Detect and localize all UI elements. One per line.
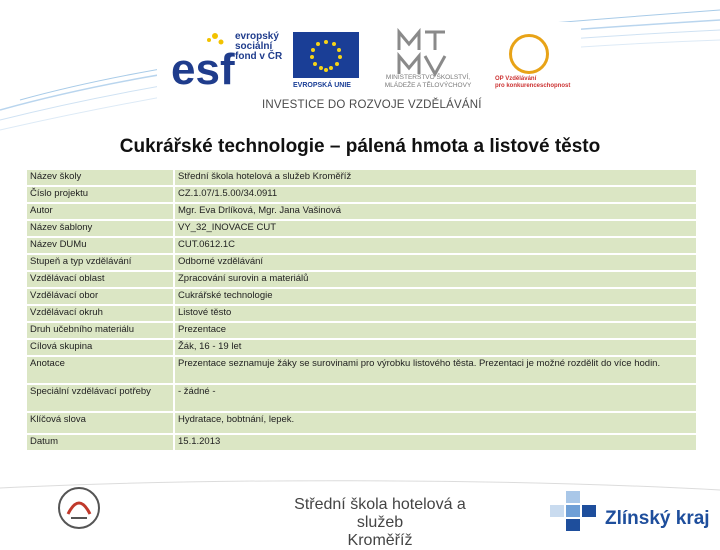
row-key: Vzdělávací obor: [27, 289, 173, 304]
row-value: 15.1.2013: [175, 435, 696, 450]
row-key: Druh učebního materiálu: [27, 323, 173, 338]
row-key: Autor: [27, 204, 173, 219]
table-row: [27, 255, 696, 270]
row-key: Datum: [27, 435, 173, 450]
row-key: Speciální vzdělávací potřeby: [27, 385, 173, 411]
row-value: Listové těsto: [175, 306, 696, 321]
zlinsky-kraj-logo-icon: [548, 491, 598, 531]
table-row: [27, 385, 696, 411]
table-row: [27, 272, 696, 287]
msmt-logo-icon: [395, 28, 449, 78]
esf-label: evropský sociální fond v ČR: [235, 31, 283, 62]
region-name: Zlínský kraj: [605, 508, 710, 529]
table-row: [27, 289, 696, 304]
row-value: Prezentace: [175, 323, 696, 338]
table-row: [27, 204, 696, 219]
row-value: - žádné -: [175, 385, 696, 411]
ministry-label: MINISTERSTVO ŠKOLSTVÍ, MLÁDEŽE A TĚLOVÝCHOVY: [384, 74, 472, 89]
table-row: [27, 357, 696, 383]
op-logo-icon: [509, 34, 549, 74]
svg-text:esf: esf: [171, 45, 235, 94]
row-value: Mgr. Eva Drlíková, Mgr. Jana Vašinová: [175, 204, 696, 219]
eu-flag-icon: [293, 32, 359, 78]
row-key: Vzdělávací okruh: [27, 306, 173, 321]
row-key: Název DUMu: [27, 238, 173, 253]
row-key: Cílová skupina: [27, 340, 173, 355]
table-row: [27, 413, 696, 433]
row-key: Číslo projektu: [27, 187, 173, 202]
info-table: [25, 168, 698, 452]
row-value: Cukrářské technologie: [175, 289, 696, 304]
row-key: Vzdělávací oblast: [27, 272, 173, 287]
table-row: [27, 323, 696, 338]
banner-caption: INVESTICE DO ROZVOJE VZDĚLÁVÁNÍ: [262, 99, 482, 111]
eu-label: EVROPSKÁ UNIE: [293, 82, 351, 89]
school-name: Střední škola hotelová a služeb Kroměříž: [294, 496, 466, 549]
op-label: OP Vzdělávání pro konkurenceschopnost: [495, 76, 571, 89]
row-value: Zpracování surovin a materiálů: [175, 272, 696, 287]
page-title: Cukrářské technologie – pálená hmota a listové těsto: [119, 136, 601, 157]
row-key: Stupeň a typ vzdělávání: [27, 255, 173, 270]
table-row: [27, 221, 696, 236]
row-value: CZ.1.07/1.5.00/34.0911: [175, 187, 696, 202]
table-row: [27, 435, 696, 450]
row-value: Prezentace seznamuje žáky se surovinami pro výrobku listového těsta. Prezentaci je možné rozdělit do více hodin.: [175, 357, 696, 383]
row-key: Název školy: [27, 170, 173, 185]
row-value: Střední škola hotelová a služeb Kroměříž: [175, 170, 696, 185]
row-value: CUT.0612.1C: [175, 238, 696, 253]
school-logo-icon: [56, 484, 102, 532]
row-value: Žák, 16 - 19 let: [175, 340, 696, 355]
row-key: Klíčová slova: [27, 413, 173, 433]
row-value: VY_32_INOVACE CUT: [175, 221, 696, 236]
row-value: Odborné vzdělávání: [175, 255, 696, 270]
table-row: [27, 170, 696, 185]
table-row: [27, 238, 696, 253]
table-row: [27, 306, 696, 321]
table-row: [27, 340, 696, 355]
row-key: Anotace: [27, 357, 173, 383]
table-row: [27, 187, 696, 202]
esf-logo-icon: [169, 30, 235, 94]
row-value: Hydratace, bobtnání, lepek.: [175, 413, 696, 433]
funding-logos-banner: [157, 22, 581, 120]
row-key: Název šablony: [27, 221, 173, 236]
